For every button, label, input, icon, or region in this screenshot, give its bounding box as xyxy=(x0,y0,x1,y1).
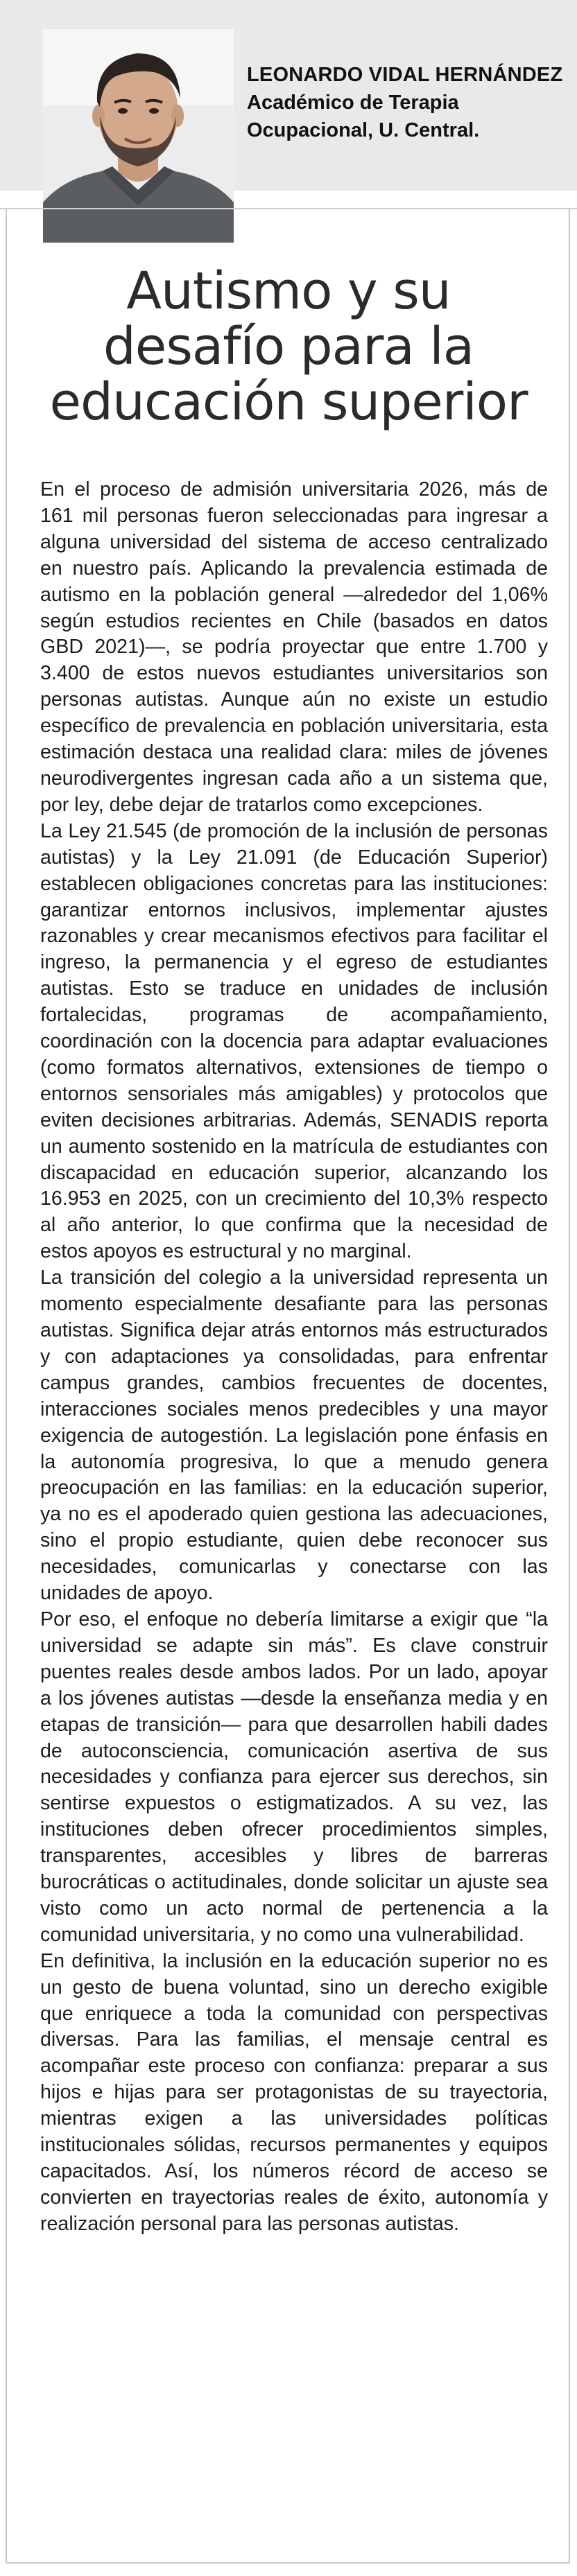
article-paragraph-5: En definitiva, la inclusión en la educación superior no es un gesto de buena voluntad, sino un derecho exigible que enriquece a toda la comunidad con perspectivas diversas. Para las familias, el mensaje central es acompañar este proceso con confianza: preparar a sus hijos e hijas para ser protagonistas de su trayectoria, mientras exigen a las universidades políticas institucionales sólidas, recursos permanentes y equipos capacitados. Así, los números récord de acceso se convierten en trayectorias reales de éxito, autonomía y realización personal para las personas autistas. xyxy=(40,1949,548,2235)
author-name: LEONARDO VIDAL HERNÁNDEZ xyxy=(247,64,563,86)
author-byline xyxy=(247,61,566,144)
article-headline xyxy=(28,263,549,430)
headline-line-3: educación superior xyxy=(49,372,528,432)
headline-line-2: desafío para la xyxy=(103,317,474,376)
article-paragraph-2: La Ley 21.545 (de promoción de la inclusión de personas autistas) y la Ley 21.091 (de Educación Superior) establecen obligaciones concretas para las instituciones: garantizar entornos inclusivos, implementar ajustes razonables y crear mecanismos efectivos para facilitar el ingreso, la permanencia y el egreso de estudiantes autistas. Esto se traduce en unidades de inclusión fortalecidas, programas de acompañamiento, coordinación con la docencia para adaptar evaluaciones (como formatos alternativos, extensiones de tiempo o entornos sensoriales más amigables) y protocolos que eviten decisiones arbitrarias. Además, SENADIS reporta un aumento sostenido en la matrícula de estudiantes con discapacidad en educación superior, alcanzando los 16.953 en 2025, con un crecimiento del 10,3% respecto al año anterior, lo que confirma que la necesidad de estos apoyos es estructural y no marginal. xyxy=(40,819,548,1263)
headline-line-1: Autismo y su xyxy=(126,261,451,321)
article-body xyxy=(40,477,548,2238)
author-role-line-2: Ocupacional, U. Central. xyxy=(247,119,480,141)
article-paragraph-1: En el proceso de admisión universitaria 2026, más de 161 mil personas fueron seleccionadas para ingresar a alguna universidad del sistema de acceso centralizado en nuestro país. Aplicando la prevalencia estimada de autismo en la población general —alrededor del 1,06% según estudios recientes en Chile (basados en datos GBD 2021)—, se podría proyectar que entre 1.700 y 3.400 de estos nuevos estudiantes universitarios son personas autistas. Aunque aún no existe un estudio específico de prevalencia en población universitaria, esta estimación destaca una realidad clara: miles de jóvenes neurodivergentes ingresan cada año a un sistema que, por ley, debe dejar de tratarlos como excepciones. xyxy=(40,478,548,816)
article-paragraph-4: Por eso, el enfoque no debería limitarse a exigir que “la universidad se adapte sin más”. Es clave construir puentes reales desde ambos lados. Por un lado, apoyar a los jóvenes autistas —desde la enseñanza media y en etapas de transición— para que desarrollen habili dades de autoconsciencia, comunicación asertiva de sus necesidades y confianza para ejercer sus derechos, sin sentirse expuestos o estigmatizados. A su vez, las instituciones deben ofrecer procedimientos simples, transparentes, accesibles y libres de barreras burocráticas o actitudinales, donde solicitar un ajuste sea visto como un acto normal de pertenencia a la comunidad universitaria, y no como una vulnerabilidad. xyxy=(40,1608,548,1946)
author-role-line-1: Académico de Terapia xyxy=(247,92,459,114)
article-paragraph-3: La transición del colegio a la universidad representa un momento especialmente desafiante para las personas autistas. Significa dejar atrás entornos más estructurados y con adaptaciones ya consolidadas, para enfrentar campus grandes, cambios frecuentes de docentes, interacciones sociales menos predecibles y una mayor exigencia de autogestión. La legislación pone énfasis en la autonomía progresiva, lo que a menudo genera preocupación en las familias: en la educación superior, ya no es el apoderado quien gestiona las adecuaciones, sino el propio estudiante, quien debe reconocer sus necesidades, comunicarlas y conectarse con las unidades de apoyo. xyxy=(40,1267,548,1605)
